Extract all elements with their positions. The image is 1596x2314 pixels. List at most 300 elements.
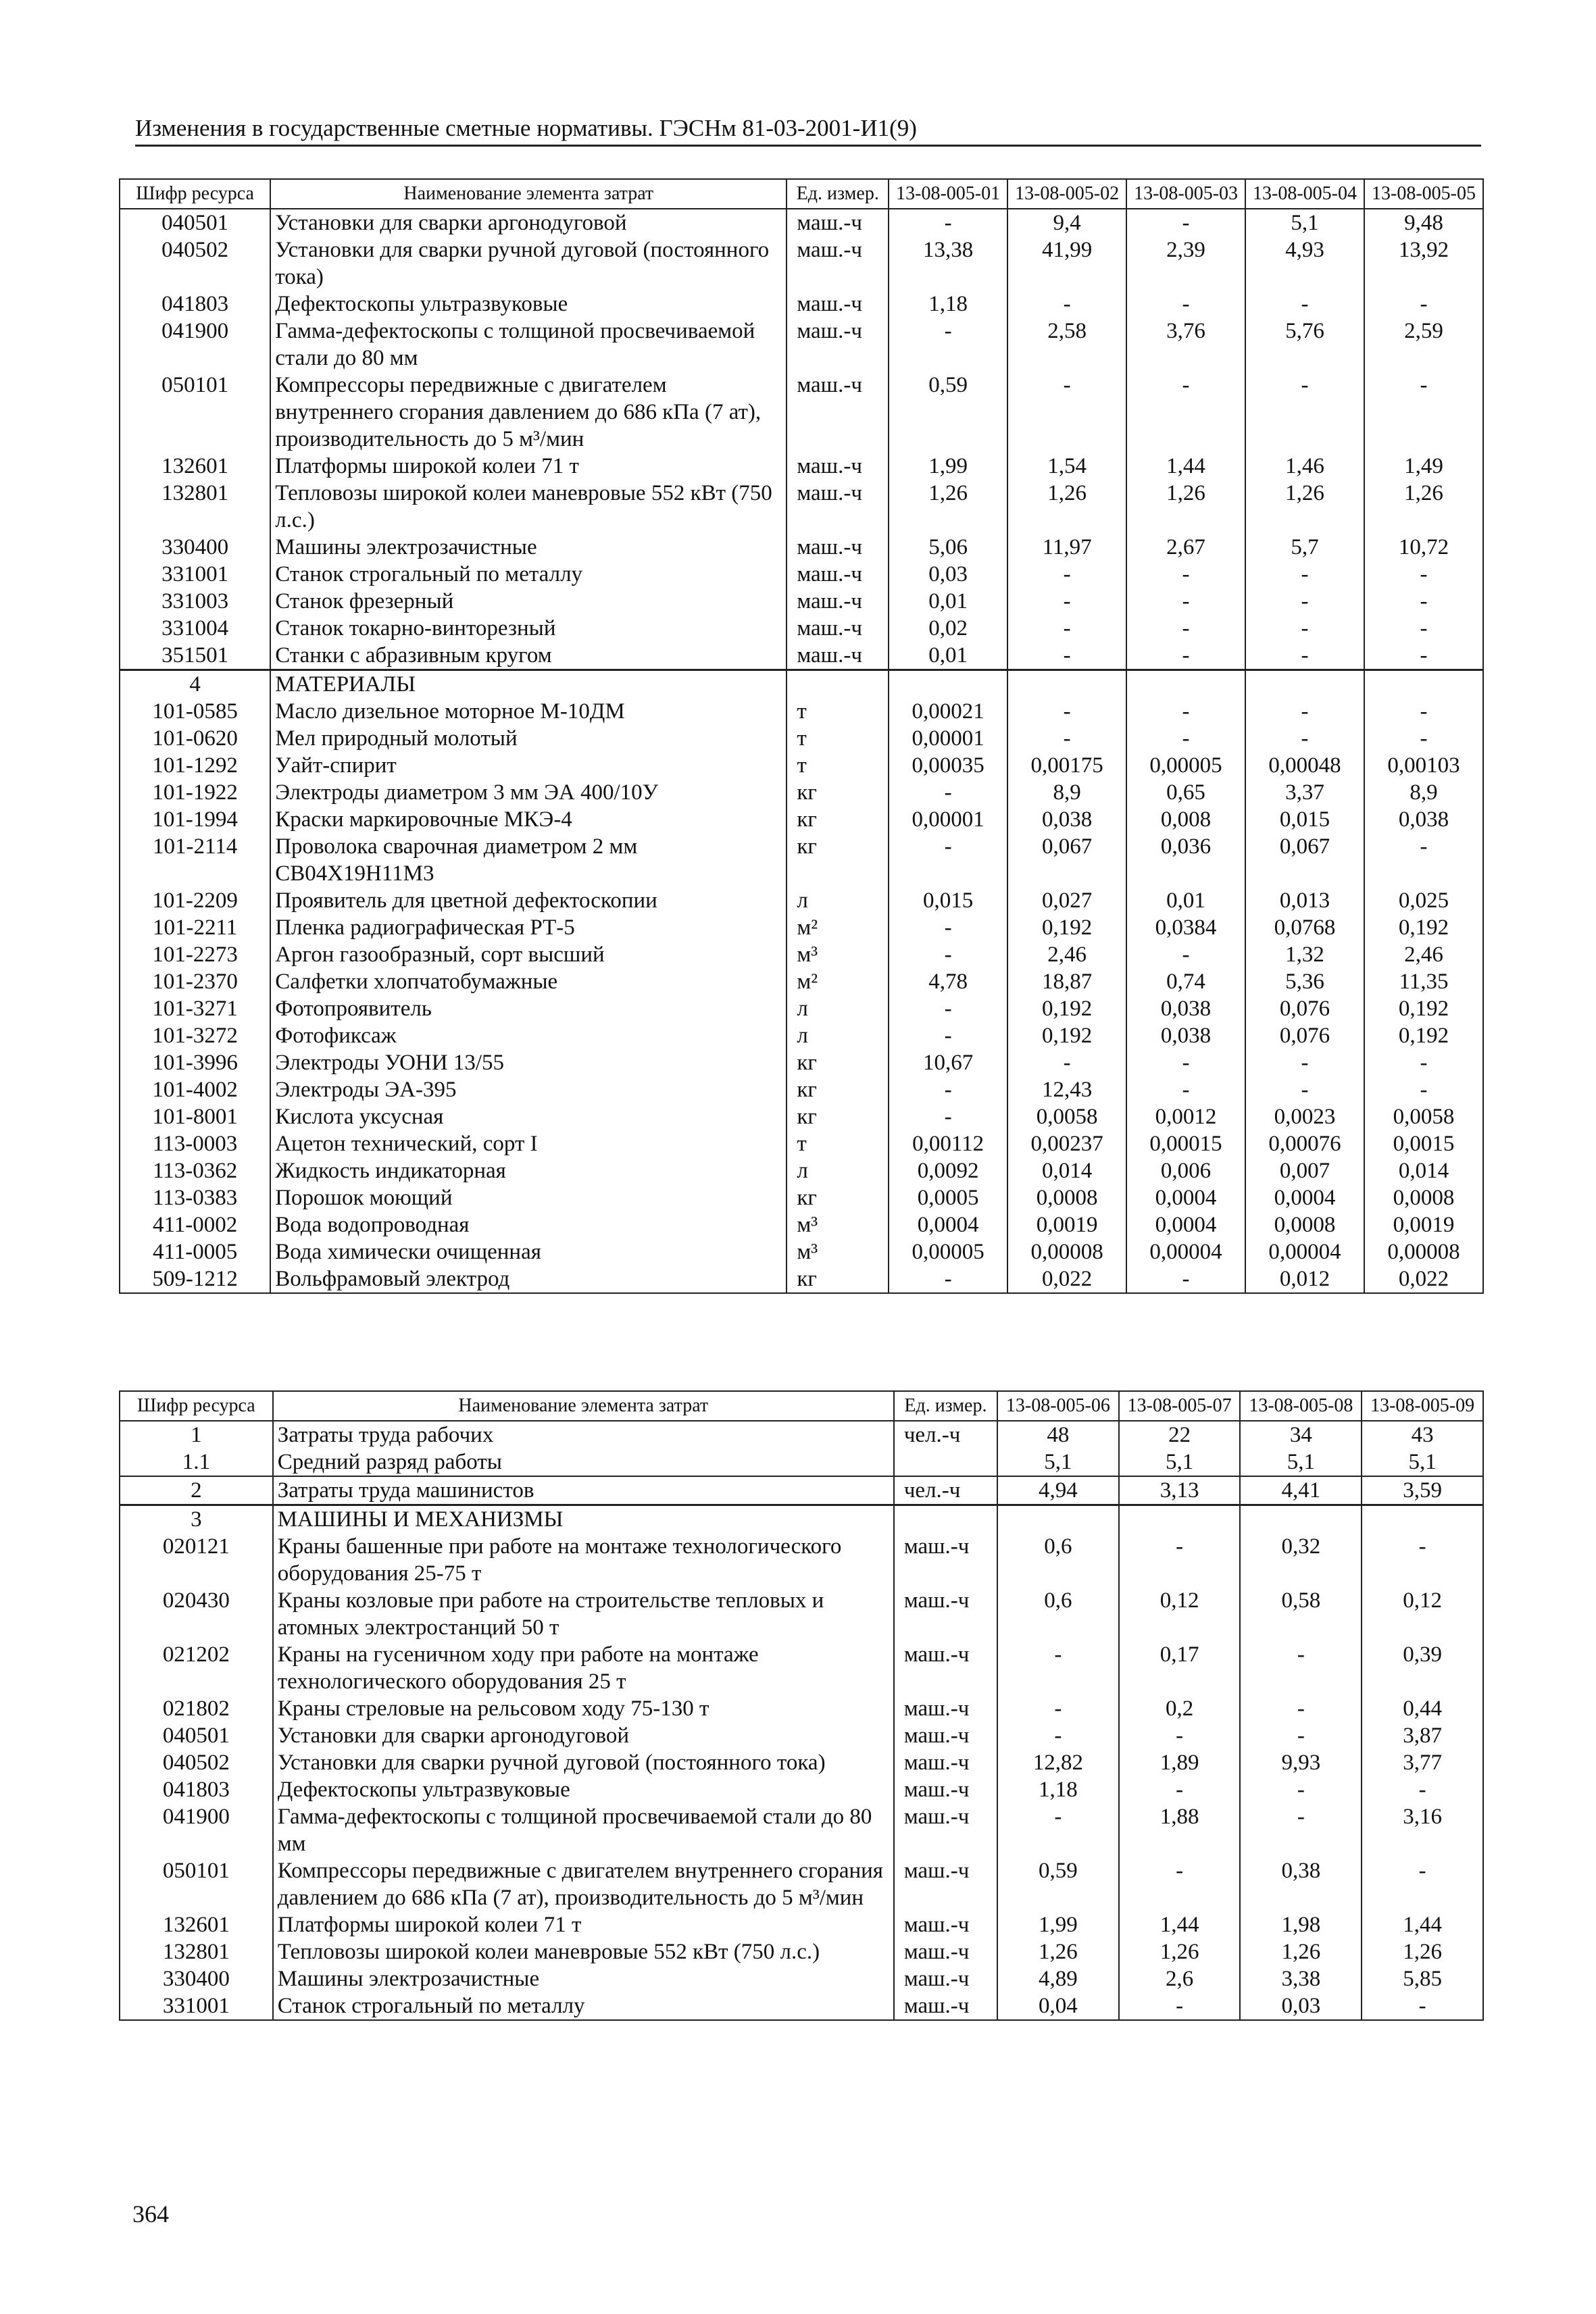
value-cell: 22 [1119,1421,1241,1449]
resource-name: Машины электрозачистные [273,1965,894,1992]
value-cell: 0,0004 [1245,1184,1364,1211]
value-cell: 0,00001 [889,806,1007,833]
resource-name: Дефектоскопы ультразвуковые [273,1776,894,1803]
table-row [120,1938,1483,1965]
value-cell: 5,1 [1119,1449,1241,1476]
resource-code: 021202 [120,1641,273,1695]
value-cell: 0,00004 [1245,1238,1364,1265]
resource-name: Платформы широкой колеи 71 т [273,1911,894,1938]
value-cell: 0,12 [1119,1587,1241,1641]
resource-code: 040501 [120,1722,273,1749]
value-cell: 0,015 [889,887,1007,914]
value-cell: 3,87 [1362,1722,1483,1749]
resource-name: Уайт-спирит [270,752,787,779]
header-code: Шифр ресурса [120,179,270,209]
unit-cell: маш.-ч [787,209,889,236]
value-cell: 0,015 [1245,806,1364,833]
value-cell: - [1126,615,1245,642]
value-cell: 0,006 [1126,1157,1245,1184]
resource-code: 101-1922 [120,779,270,806]
value-cell: 0,01 [889,642,1007,670]
value-cell: 1,46 [1245,453,1364,480]
table-row [120,1587,1483,1641]
value-cell: - [1007,561,1126,588]
header-col-9: 13-08-005-09 [1362,1391,1483,1421]
table-row [120,833,1483,887]
unit-cell: т [787,752,889,779]
value-cell: 1,44 [1362,1911,1483,1938]
value-cell: 0,12 [1362,1587,1483,1641]
section-row [120,1505,1483,1534]
value-cell: - [1126,941,1245,968]
value-cell: - [1126,642,1245,670]
resource-code: 050101 [120,372,270,453]
value-cell: - [997,1722,1119,1749]
value-cell: 4,78 [889,968,1007,995]
value-cell: 0,00175 [1007,752,1126,779]
value-cell: 0,00008 [1007,1238,1126,1265]
value-cell: - [1007,1049,1126,1076]
value-cell: 0,0019 [1364,1211,1483,1238]
resource-code: 3 [120,1505,273,1534]
header-code: Шифр ресурса [120,1391,273,1421]
value-cell: 0,0058 [1007,1103,1126,1130]
unit-cell [894,1505,997,1534]
resource-name: Жидкость индикаторная [270,1157,787,1184]
value-cell: - [1362,1992,1483,2020]
value-cell: 0,036 [1126,833,1245,887]
value-cell: - [1007,642,1126,670]
resource-name: Краски маркировочные МКЭ-4 [270,806,787,833]
value-cell: 0,00076 [1245,1130,1364,1157]
value-cell: - [1245,1049,1364,1076]
resource-name: Вольфрамовый электрод [270,1265,787,1293]
resource-code: 040501 [120,209,270,236]
resource-name: Пленка радиографическая РТ-5 [270,914,787,941]
resource-table-1 [119,178,1484,1294]
resource-name: Краны стреловые на рельсовом ходу 75-130 т [273,1695,894,1722]
value-cell: - [889,779,1007,806]
table-row [120,1695,1483,1722]
unit-cell: л [787,887,889,914]
value-cell: - [1364,561,1483,588]
value-cell: 1,88 [1119,1803,1241,1857]
value-cell: 1,26 [997,1938,1119,1965]
table-row [120,615,1483,642]
table-row [120,1911,1483,1938]
unit-cell: м² [787,914,889,941]
table-row [120,887,1483,914]
table-row [120,725,1483,752]
value-cell: 0,00237 [1007,1130,1126,1157]
table-row [120,914,1483,941]
unit-cell: маш.-ч [894,1857,997,1911]
value-cell: - [889,1076,1007,1103]
resource-code: 020121 [120,1533,273,1587]
value-cell: 3,13 [1119,1476,1241,1505]
value-cell: 0,038 [1007,806,1126,833]
table-row [120,209,1483,236]
resource-name: Компрессоры передвижные с двигателем внутреннего сгорания давлением до 686 кПа (7 ат), производительность до 5 м³/мин [273,1857,894,1911]
resource-code: 101-1292 [120,752,270,779]
unit-cell: маш.-ч [787,480,889,534]
table-row [120,1965,1483,1992]
value-cell: 0,0008 [1007,1184,1126,1211]
value-cell: - [1240,1641,1362,1695]
table-row [120,968,1483,995]
value-cell: 8,9 [1364,779,1483,806]
value-cell: 2,59 [1364,318,1483,372]
unit-cell: маш.-ч [894,1938,997,1965]
value-cell: 3,38 [1240,1965,1362,1992]
value-cell: 34 [1240,1421,1362,1449]
table-row [120,779,1483,806]
value-cell: 1,44 [1126,453,1245,480]
value-cell: 0,038 [1126,995,1245,1022]
resource-code: 132601 [120,1911,273,1938]
resource-code: 1 [120,1421,273,1449]
value-cell: 0,0004 [889,1211,1007,1238]
header-name: Наименование элемента затрат [273,1391,894,1421]
value-cell: 10,72 [1364,534,1483,561]
resource-code: 2 [120,1476,273,1505]
resource-code: 330400 [120,534,270,561]
value-cell: 0,0005 [889,1184,1007,1211]
resource-code: 041900 [120,318,270,372]
value-cell: - [1007,588,1126,615]
value-cell: 0,6 [997,1533,1119,1587]
table-row [120,806,1483,833]
resource-code: 1.1 [120,1449,273,1476]
value-cell: 2,67 [1126,534,1245,561]
unit-cell: л [787,995,889,1022]
resource-name: Дефектоскопы ультразвуковые [270,291,787,318]
value-cell: 0,00004 [1126,1238,1245,1265]
value-cell: - [1119,1992,1241,2020]
table-row [120,588,1483,615]
resource-name: Гамма-дефектоскопы с толщиной просвечиваемой стали до 80 мм [273,1803,894,1857]
value-cell [1362,1505,1483,1534]
value-cell: - [889,833,1007,887]
value-cell: 1,44 [1119,1911,1241,1938]
value-cell: 9,93 [1240,1749,1362,1776]
page-number: 364 [132,2200,169,2228]
value-cell: 0,008 [1126,806,1245,833]
value-cell: 1,26 [889,480,1007,534]
resource-name: Аргон газообразный, сорт высший [270,941,787,968]
resource-table-2 [119,1390,1484,2021]
resource-name: Станок фрезерный [270,588,787,615]
value-cell: 5,85 [1362,1965,1483,1992]
unit-cell: маш.-ч [787,588,889,615]
resource-code: 113-0003 [120,1130,270,1157]
table-row [120,1184,1483,1211]
value-cell: 2,46 [1364,941,1483,968]
resource-name: Затраты труда машинистов [273,1476,894,1505]
value-cell: - [889,1103,1007,1130]
resource-name: Затраты труда рабочих [273,1421,894,1449]
value-cell: 0,2 [1119,1695,1241,1722]
resource-name: МАТЕРИАЛЫ [270,670,787,699]
value-cell: 0,192 [1007,914,1126,941]
value-cell: 1,26 [1362,1938,1483,1965]
header-unit: Ед. измер. [894,1391,997,1421]
resource-code: 101-2114 [120,833,270,887]
value-cell: 0,00035 [889,752,1007,779]
resource-code: 020430 [120,1587,273,1641]
table-row [120,1803,1483,1857]
table-row [120,453,1483,480]
value-cell: 1,26 [1240,1938,1362,1965]
page-header: Изменения в государственные сметные нормативы. ГЭСНм 81-03-2001-И1(9) [135,114,1481,147]
table-row [120,642,1483,670]
table-row [120,1238,1483,1265]
value-cell: 0,0019 [1007,1211,1126,1238]
value-cell: - [1364,1049,1483,1076]
value-cell: 0,03 [1240,1992,1362,2020]
value-cell: 0,076 [1245,1022,1364,1049]
value-cell: - [889,995,1007,1022]
value-cell: 11,97 [1007,534,1126,561]
value-cell: 1,18 [889,291,1007,318]
unit-cell: кг [787,1265,889,1293]
value-cell: 0,025 [1364,887,1483,914]
resource-name: Тепловозы широкой колеи маневровые 552 кВт (750 л.с.) [270,480,787,534]
resource-name: Станок строгальный по металлу [270,561,787,588]
value-cell: - [1364,833,1483,887]
value-cell: 1,49 [1364,453,1483,480]
value-cell: - [1007,615,1126,642]
unit-cell: кг [787,833,889,887]
resource-code: 132801 [120,480,270,534]
value-cell: 0,0384 [1126,914,1245,941]
value-cell: 8,9 [1007,779,1126,806]
value-cell: 0,32 [1240,1533,1362,1587]
value-cell: 0,0092 [889,1157,1007,1184]
header-col-5: 13-08-005-05 [1364,179,1483,209]
unit-cell: т [787,698,889,725]
value-cell: 48 [997,1421,1119,1449]
resource-code: 351501 [120,642,270,670]
value-cell: 13,38 [889,236,1007,291]
resource-name: Установки для сварки ручной дуговой (постоянного тока) [273,1749,894,1776]
table-row [120,1421,1483,1449]
value-cell: 3,77 [1362,1749,1483,1776]
value-cell: 0,192 [1364,914,1483,941]
unit-cell: маш.-ч [787,561,889,588]
unit-cell [894,1449,997,1476]
value-cell: 0,00001 [889,725,1007,752]
unit-cell: маш.-ч [787,236,889,291]
value-cell: 0,0015 [1364,1130,1483,1157]
resource-code: 101-3996 [120,1049,270,1076]
value-cell [1119,1505,1241,1534]
resource-code: 331001 [120,561,270,588]
resource-code: 330400 [120,1965,273,1992]
value-cell: 4,89 [997,1965,1119,1992]
value-cell: 0,014 [1364,1157,1483,1184]
value-cell: - [1007,291,1126,318]
value-cell [889,670,1007,699]
resource-code: 021802 [120,1695,273,1722]
unit-cell: маш.-ч [894,1695,997,1722]
resource-name: Гамма-дефектоскопы с толщиной просвечиваемой стали до 80 мм [270,318,787,372]
value-cell: - [1364,1076,1483,1103]
value-cell [1240,1505,1362,1534]
table-row [120,995,1483,1022]
value-cell: - [1126,698,1245,725]
value-cell: 0,17 [1119,1641,1241,1695]
value-cell: - [1362,1857,1483,1911]
value-cell: - [997,1695,1119,1722]
value-cell: - [1007,372,1126,453]
resource-name: Компрессоры передвижные с двигателем внутреннего сгорания давлением до 686 кПа (7 ат), производительность до 5 м³/мин [270,372,787,453]
resource-name: Проволока сварочная диаметром 2 мм СВ04Х19Н11М3 [270,833,787,887]
value-cell: 5,36 [1245,968,1364,995]
unit-cell: л [787,1157,889,1184]
value-cell: 0,6 [997,1587,1119,1641]
value-cell: 0,022 [1364,1265,1483,1293]
resource-code: 132801 [120,1938,273,1965]
value-cell: - [1364,372,1483,453]
value-cell: 2,58 [1007,318,1126,372]
value-cell: - [1362,1776,1483,1803]
value-cell: - [1364,588,1483,615]
table-row [120,1049,1483,1076]
table-row [120,1476,1483,1505]
value-cell: - [889,1022,1007,1049]
value-cell: - [1126,1076,1245,1103]
value-cell: - [1245,698,1364,725]
value-cell: 0,0768 [1245,914,1364,941]
value-cell: - [1126,561,1245,588]
value-cell: 5,7 [1245,534,1364,561]
value-cell: - [1245,1076,1364,1103]
value-cell: 10,67 [889,1049,1007,1076]
value-cell: 1,26 [1245,480,1364,534]
value-cell: - [1245,588,1364,615]
unit-cell: чел.-ч [894,1421,997,1449]
resource-name: Фотофиксаж [270,1022,787,1049]
value-cell: 0,01 [1126,887,1245,914]
unit-cell: маш.-ч [787,453,889,480]
value-cell: - [1240,1803,1362,1857]
value-cell: 5,76 [1245,318,1364,372]
value-cell: - [1245,291,1364,318]
resource-name: Машины электрозачистные [270,534,787,561]
value-cell: 0,067 [1007,833,1126,887]
value-cell: 0,067 [1245,833,1364,887]
resource-code: 040502 [120,1749,273,1776]
value-cell: 0,0004 [1126,1211,1245,1238]
value-cell: 1,26 [1007,480,1126,534]
value-cell: 0,00021 [889,698,1007,725]
value-cell: 0,00103 [1364,752,1483,779]
unit-cell: маш.-ч [894,1722,997,1749]
value-cell: - [1364,698,1483,725]
value-cell [1245,670,1364,699]
resource-code: 132601 [120,453,270,480]
value-cell: 5,1 [1240,1449,1362,1476]
table-row [120,698,1483,725]
unit-cell: кг [787,1184,889,1211]
table-row [120,372,1483,453]
value-cell: 0,027 [1007,887,1126,914]
unit-cell: маш.-ч [894,1533,997,1587]
resource-code: 040502 [120,236,270,291]
resource-name: Электроды УОНИ 13/55 [270,1049,787,1076]
table-row [120,1265,1483,1293]
value-cell: - [1240,1695,1362,1722]
resource-code: 113-0383 [120,1184,270,1211]
value-cell: - [1364,642,1483,670]
header-col-6: 13-08-005-06 [997,1391,1119,1421]
resource-name: Станки с абразивным кругом [270,642,787,670]
resource-code: 041900 [120,1803,273,1857]
value-cell: 0,74 [1126,968,1245,995]
value-cell: 2,46 [1007,941,1126,968]
value-cell: 0,076 [1245,995,1364,1022]
value-cell: 12,82 [997,1749,1119,1776]
header-name: Наименование элемента затрат [270,179,787,209]
value-cell: 0,022 [1007,1265,1126,1293]
value-cell [1364,670,1483,699]
value-cell: - [889,209,1007,236]
resource-code: 411-0002 [120,1211,270,1238]
header-col-8: 13-08-005-08 [1240,1391,1362,1421]
resource-code: 509-1212 [120,1265,270,1293]
header-col-3: 13-08-005-03 [1126,179,1245,209]
value-cell: 43 [1362,1421,1483,1449]
header-col-2: 13-08-005-02 [1007,179,1126,209]
value-cell: 4,93 [1245,236,1364,291]
resource-code: 101-3271 [120,995,270,1022]
resource-name: Порошок моющий [270,1184,787,1211]
value-cell: 3,76 [1126,318,1245,372]
value-cell: 9,4 [1007,209,1126,236]
value-cell [1126,670,1245,699]
table-row [120,1722,1483,1749]
value-cell: - [889,914,1007,941]
resource-code: 331003 [120,588,270,615]
value-cell: - [1126,1265,1245,1293]
value-cell: 0,0004 [1126,1184,1245,1211]
resource-name: Краны козловые при работе на строительстве тепловых и атомных электростанций 50 т [273,1587,894,1641]
resource-name: Салфетки хлопчатобумажные [270,968,787,995]
value-cell: 0,192 [1007,995,1126,1022]
value-cell: 4,94 [997,1476,1119,1505]
value-cell: - [1245,642,1364,670]
resource-name: Ацетон технический, сорт I [270,1130,787,1157]
resource-name: Станок токарно-винторезный [270,615,787,642]
value-cell: 0,192 [1364,1022,1483,1049]
resource-code: 101-0620 [120,725,270,752]
unit-cell: м³ [787,1238,889,1265]
header-col-7: 13-08-005-07 [1119,1391,1241,1421]
value-cell: - [1364,291,1483,318]
value-cell: 1,99 [889,453,1007,480]
unit-cell: т [787,725,889,752]
value-cell: - [1119,1857,1241,1911]
value-cell [997,1505,1119,1534]
unit-cell: маш.-ч [787,615,889,642]
unit-cell: маш.-ч [894,1911,997,1938]
resource-code: 331001 [120,1992,273,2020]
unit-cell: кг [787,1103,889,1130]
value-cell: 1,26 [1119,1938,1241,1965]
value-cell: - [1245,561,1364,588]
value-cell: 0,0008 [1364,1184,1483,1211]
